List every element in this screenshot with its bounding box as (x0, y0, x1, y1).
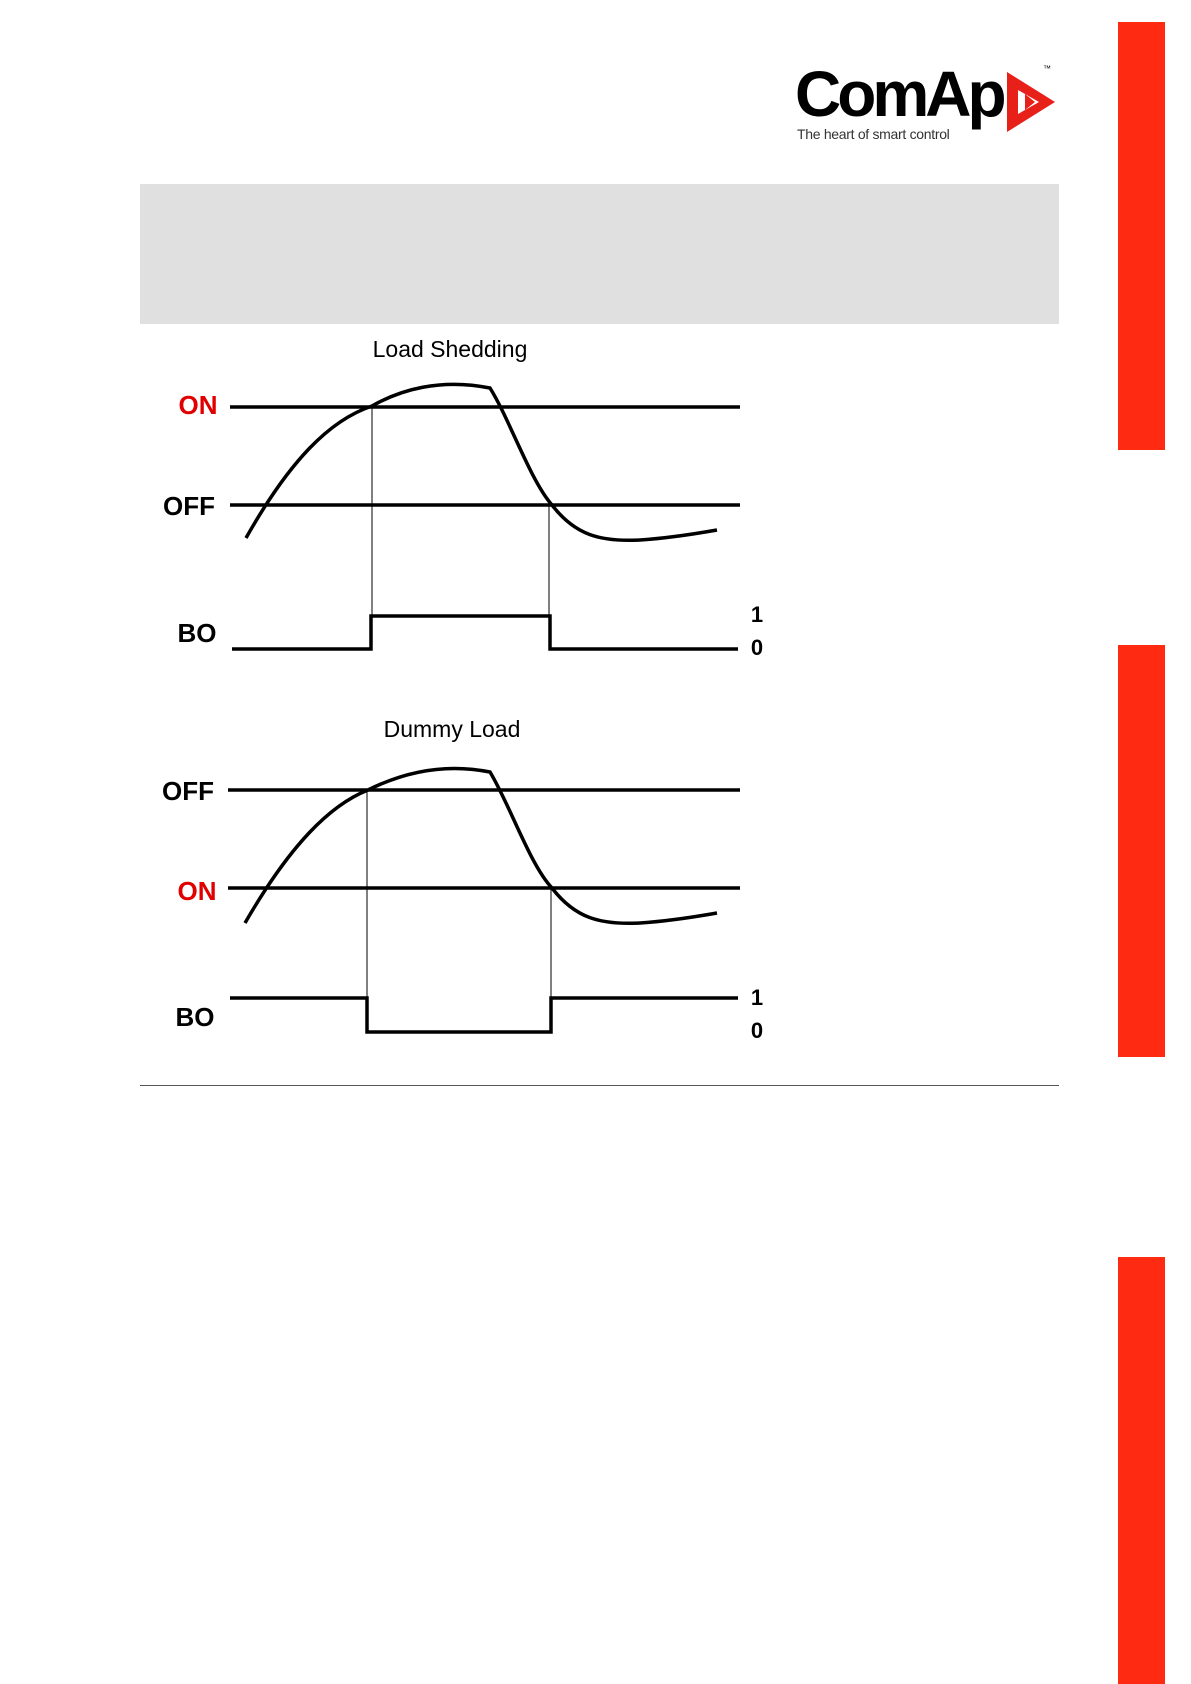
dummy-load-bo-signal (230, 998, 738, 1032)
dummy-load-state-1: 1 (750, 985, 764, 1010)
load-shedding-on-label: ON (178, 390, 218, 420)
logo-tagline: The heart of smart control (797, 126, 950, 142)
load-shedding-title: Load Shedding (372, 336, 528, 362)
load-shedding-diagram (163, 336, 763, 660)
dummy-load-bo-label: BO (175, 1002, 215, 1032)
section-tab-bottom (1118, 1257, 1165, 1684)
load-shedding-bo-label: BO (177, 618, 217, 648)
load-shedding-state-0: 0 (750, 635, 764, 660)
dummy-load-state-0: 0 (750, 1018, 764, 1043)
load-shedding-state-1: 1 (750, 602, 764, 627)
logo-wordmark: ComAp (795, 58, 1003, 130)
dummy-load-title: Dummy Load (383, 716, 521, 742)
dummy-load-on-label: ON (177, 876, 217, 906)
dummy-load-off-label: OFF (162, 776, 214, 806)
dummy-load-diagram (162, 716, 763, 1043)
load-shedding-bo-signal (232, 616, 738, 649)
section-divider (140, 1085, 1059, 1086)
load-shedding-off-label: OFF (163, 491, 215, 521)
trademark-symbol: ™ (1043, 64, 1051, 73)
